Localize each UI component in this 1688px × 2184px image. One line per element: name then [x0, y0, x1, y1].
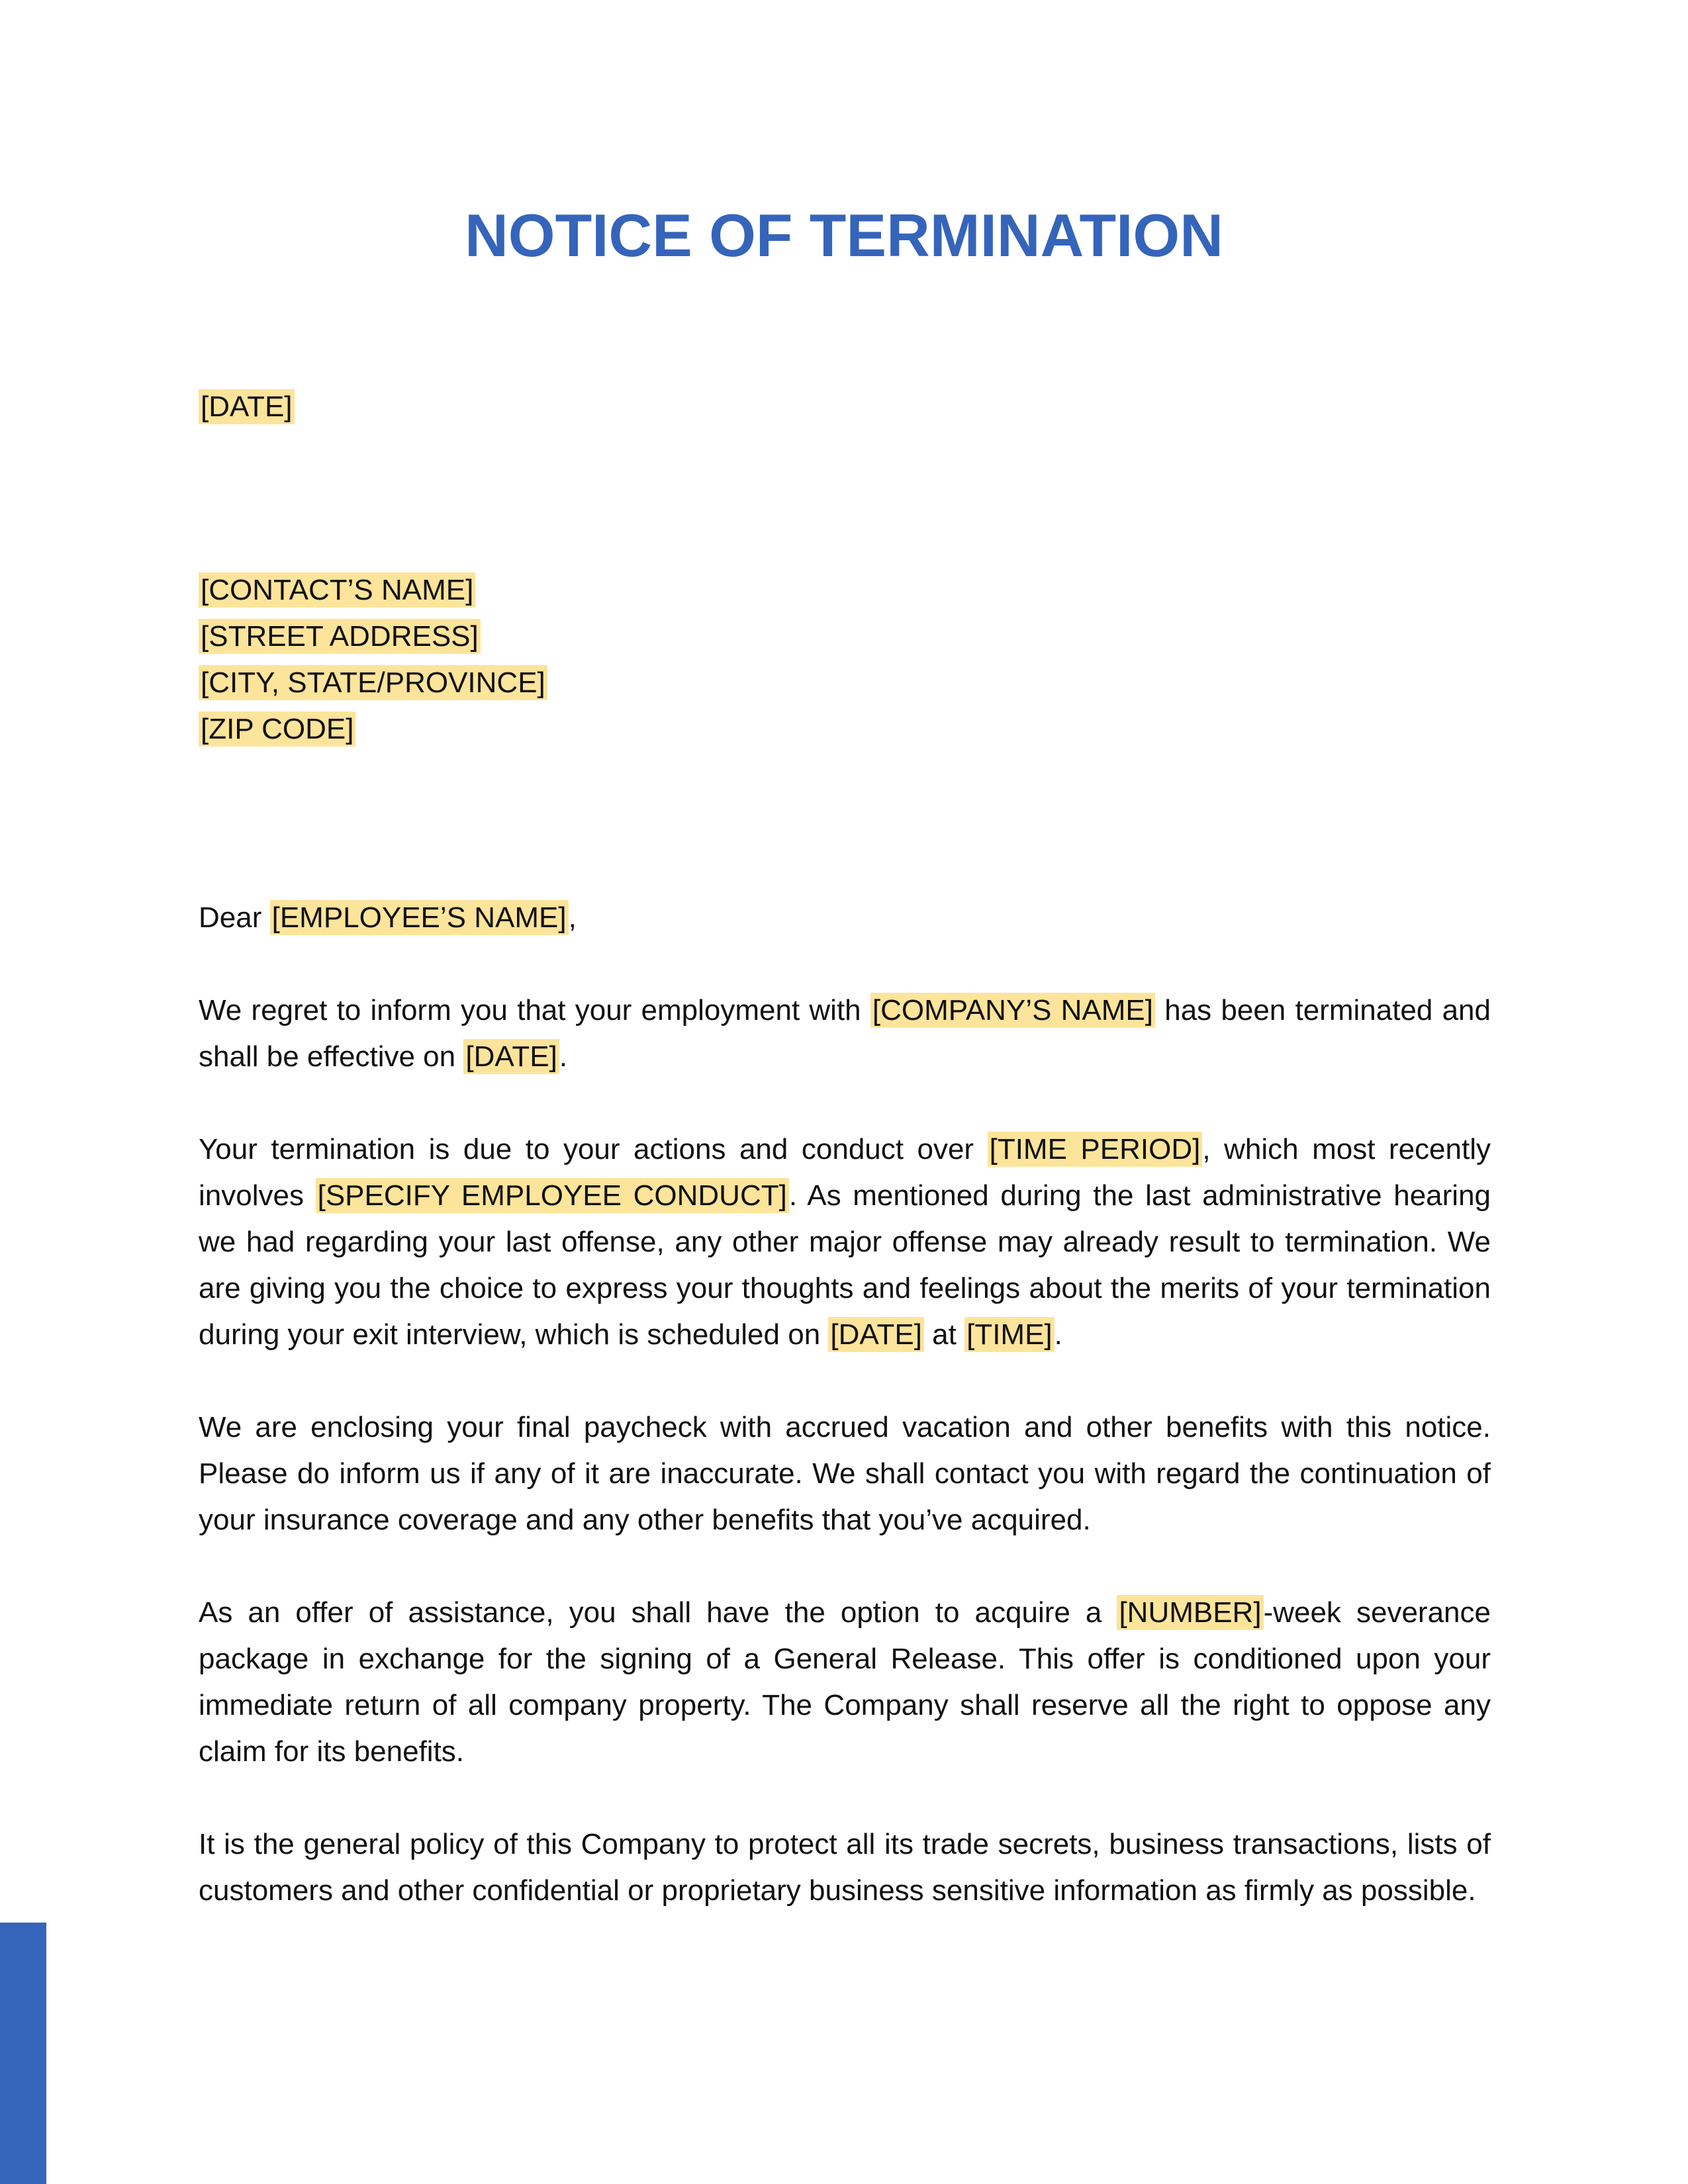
letter-date — [199, 384, 1491, 430]
company-name-placeholder[interactable]: [COMPANY’S NAME] — [870, 993, 1155, 1028]
city-state-placeholder[interactable]: [CITY, STATE/PROVINCE] — [199, 665, 547, 700]
recipient-address — [199, 567, 1491, 752]
number-placeholder[interactable]: [NUMBER] — [1117, 1595, 1263, 1630]
decorative-side-bar — [0, 1923, 46, 2184]
p2-text-4: at — [923, 1318, 965, 1351]
salutation — [199, 895, 1491, 941]
p4-text-2: -week severance package in exchange for the signing of a General Release. This offer is conditioned upon your immediate return of all company property. The Company shall reserve all the right to oppose any claim for its benefits. — [199, 1596, 1491, 1768]
p2-text-5: . — [1054, 1318, 1062, 1351]
interview-date-placeholder[interactable]: [DATE] — [828, 1317, 924, 1352]
salutation-prefix: Dear — [199, 901, 270, 934]
p2-text-3: . As mentioned during the last administrative hearing we had regarding your last offense, any other major offense may already result to termination. We are giving you the choice to express your thoughts and feelings about the merits of your termination during your exit interview, which is scheduled on — [199, 1179, 1491, 1351]
employee-name-placeholder[interactable]: [EMPLOYEE’S NAME] — [270, 900, 569, 935]
zip-code-placeholder[interactable]: [ZIP CODE] — [199, 711, 355, 747]
paragraph-termination-reason — [199, 1126, 1491, 1358]
salutation-suffix: , — [568, 901, 577, 934]
time-period-placeholder[interactable]: [TIME PERIOD] — [988, 1132, 1203, 1167]
paragraph-final-paycheck: We are enclosing your final paycheck with accrued vacation and other benefits with this notice. Please do inform us if any of it are inaccurate. We shall contact you with regard the continuation of your insurance coverage and any other benefits that you’ve acquired. — [199, 1411, 1491, 1536]
p1-text-3: . — [559, 1040, 568, 1073]
street-address-placeholder[interactable]: [STREET ADDRESS] — [199, 619, 481, 654]
p4-text-1: As an offer of assistance, you shall have the option to acquire a — [199, 1596, 1117, 1629]
p1-text-1: We regret to inform you that your employment with — [199, 994, 870, 1026]
p1-text-2: has been terminated and shall be effective on — [199, 994, 1491, 1073]
p2-text-1: Your termination is due to your actions and conduct over — [199, 1133, 988, 1165]
employee-conduct-placeholder[interactable]: [SPECIFY EMPLOYEE CONDUCT] — [316, 1178, 789, 1213]
paragraph-severance-offer — [199, 1590, 1491, 1775]
date-placeholder[interactable]: [DATE] — [199, 389, 295, 424]
paragraph-employment — [199, 987, 1491, 1080]
contact-name-placeholder[interactable]: [CONTACT’S NAME] — [199, 572, 475, 608]
interview-time-placeholder[interactable]: [TIME] — [964, 1317, 1055, 1352]
p2-text-2: , which most recently involves — [199, 1133, 1491, 1212]
effective-date-placeholder[interactable]: [DATE] — [463, 1039, 559, 1074]
paragraph-confidentiality-policy: It is the general policy of this Company to protect all its trade secrets, business transactions, lists of customers and other confidential or proprietary business sensitive information as firmly as possible. — [199, 1828, 1491, 1907]
page-title: NOTICE OF TERMINATION — [465, 203, 1223, 269]
